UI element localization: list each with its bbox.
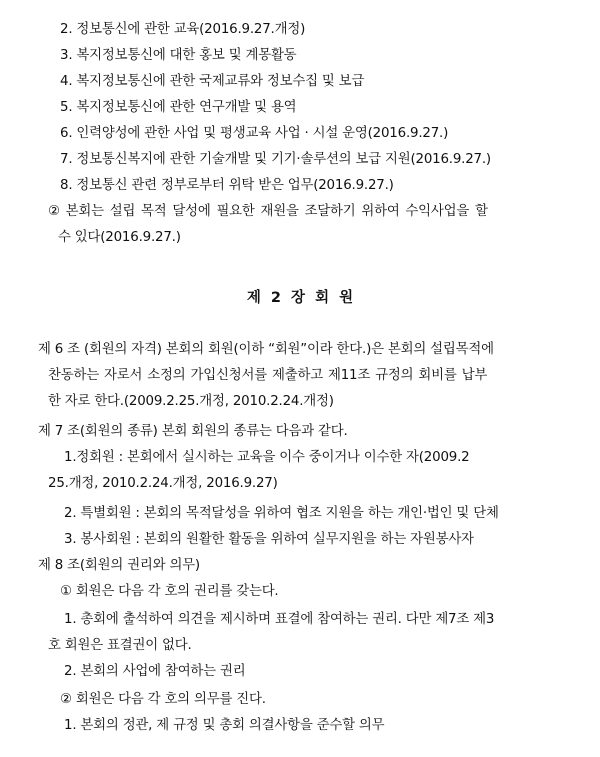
list-item: 1.정회원 : 본회에서 실시하는 교육을 이수 중이거나 이수한 자(2009.2 [64,450,470,465]
list-item: 2. 특별회원 : 본회의 목적달성을 위하여 협조 지원을 하는 개인·법인 및 단체 [64,506,499,521]
list-item: 호 회원은 표결권이 없다. [48,638,192,653]
list-item: 8. 정보통신 관련 정부로부터 위탁 받은 업무(2016.9.27.) [60,178,394,193]
chapter-title: 제 2 장 회 원 [246,290,354,306]
article-line: 찬동하는 자로서 소정의 가입신청서를 제출하고 제11조 규정의 회비를 납부 [48,368,488,383]
article-line: 한 자로 한다.(2009.2.25.개정, 2010.2.24.개정) [48,394,334,409]
list-item: 1. 총회에 출석하여 의견을 제시하며 표결에 참여하는 권리. 다만 제7조 제3 [64,612,495,627]
list-item: 3. 봉사회원 : 본회의 원활한 활동을 위하여 실무지원을 하는 자원봉사자 [64,532,474,547]
list-item: 2. 본회의 사업에 참여하는 권리 [64,664,246,679]
list-item: 3. 복지정보통신에 대한 홍보 및 계몽활동 [60,48,297,63]
paragraph-line: ② 회원은 다음 각 호의 의무를 진다. [60,692,266,707]
article-heading: 제 6 조 (회원의 자격) 본회의 회원(이하 “회원”이라 한다.)은 본회의 설립목적에 [38,342,494,357]
paragraph-line: ② 본회는 설립 목적 달성에 필요한 재원을 조달하기 위하여 수익사업을 할 [48,204,488,219]
list-item: 5. 복지정보통신에 관한 연구개발 및 용역 [60,100,297,115]
paragraph-line: ① 회원은 다음 각 호의 권리를 갖는다. [60,584,279,599]
article-heading: 제 8 조(회원의 권리와 의무) [38,558,200,573]
article-heading: 제 7 조(회원의 종류) 본회 회원의 종류는 다음과 같다. [38,424,348,439]
list-item: 2. 정보통신에 관한 교육(2016.9.27.개정) [60,22,306,37]
list-item: 1. 본회의 정관, 제 규정 및 총회 의결사항을 준수할 의무 [64,718,385,733]
list-item: 6. 인력양성에 관한 사업 및 평생교육 사업 · 시설 운영(2016.9.27.) [60,126,449,141]
list-item: 7. 정보통신복지에 관한 기술개발 및 기기·솔루션의 보급 지원(2016.9.27.) [60,152,491,167]
list-item: 4. 복지정보통신에 관한 국제교류와 정보수집 및 보급 [60,74,365,89]
list-item: 25.개정, 2010.2.24.개정, 2016.9.27) [48,476,278,491]
paragraph-line: 수 있다(2016.9.27.) [58,230,181,245]
